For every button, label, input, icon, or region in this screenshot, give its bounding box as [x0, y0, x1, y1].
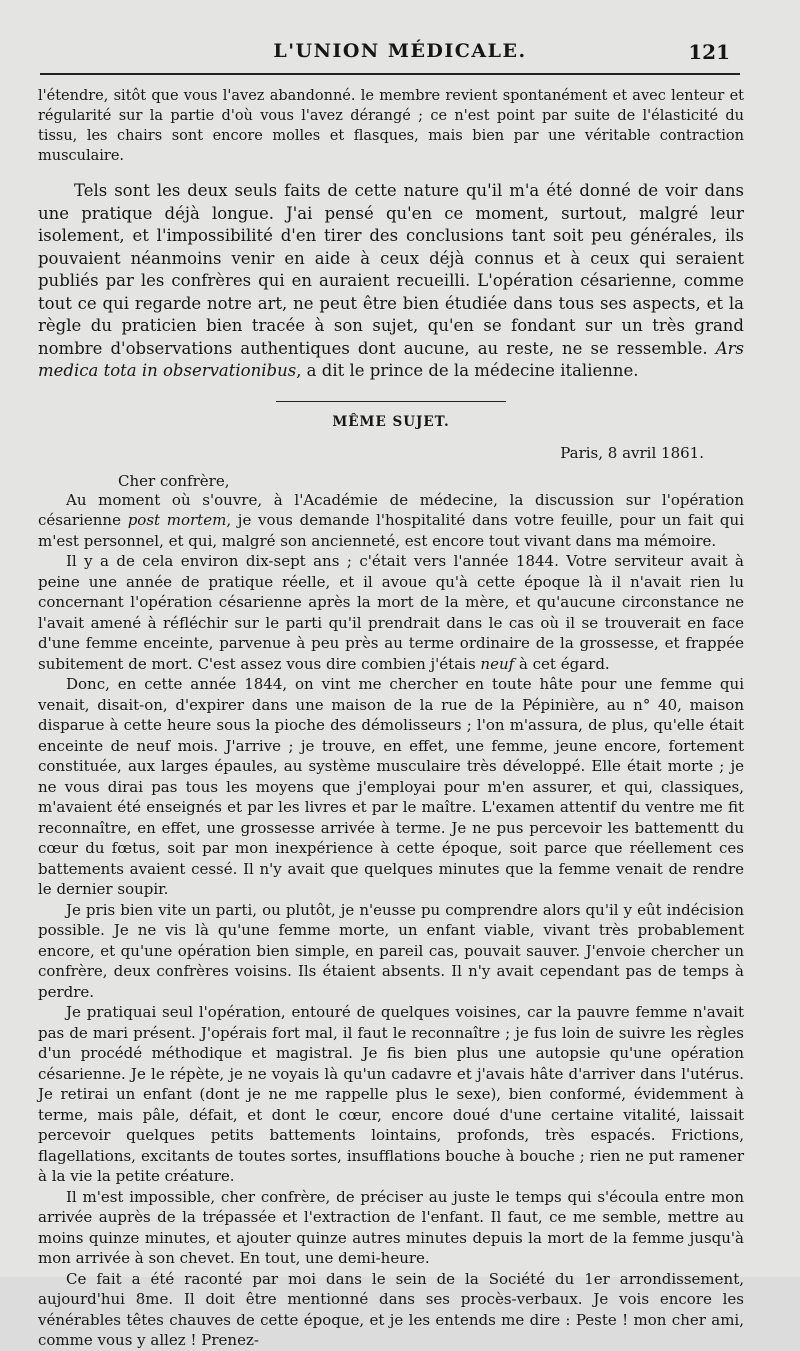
page-header: [0, 40, 800, 70]
letter-paragraph-6: Il m'est impossible, cher confrère, de préciser au juste le temps qui s'écoula entre mon arrivée auprès de la trépassée et l'extraction de l'enfant. Il faut, ce me semble, mettre au moins quinze minutes, et ajouter quinze autres minutes depuis la mort de la femme jusqu'à mon arrivée à son chevet. En tout, une demi-heure.: [38, 1187, 744, 1267]
conclusion-text: Tels sont les deux seuls faits de cette nature qu'il m'a été donné de voir dans une pratique déjà longue. J'ai pensé qu'en ce moment, surtout, malgré leur isolement, et l'impossibilité d'en tirer des conclusions tant soit peu générales, ils pouvaient néanmoins venir en aide à ceux déjà connus et à ceux qui seraient publiés par les confrères qui en auraient recueilli. L'opération césarienne, comme tout ce qui regarde notre art, ne peut être bien étudiée dans tous ses aspects, et la règle du praticien bien tracée à son sujet, qu'en se fondant sur un très grand nombre d'observations authentiques dont aucune, au reste, ne se ressemble.: [38, 181, 744, 358]
letter-salutation: Cher confrère,: [118, 471, 230, 490]
conclusion-paragraph: [38, 180, 744, 383]
letter-p2-a: Il y a de cela environ dix-sept ans ; c'était vers l'année 1844. Votre serviteur avait à peine une année de pratique réelle, et il avoue qu'à cette époque là il n'avait rien lu concernant l'opération césarienne après la mort de la mère, et qu'aucune circonstance ne l'avait amené à réfléchir sur le parti qu'il prendrait dans le cas où il se trouverait en face d'une femme enceinte, parvenue à peu près au terme ordinaire de la grossesse, et frappée subitement de mort. C'est assez vous dire combien j'étais: [38, 552, 744, 673]
section-title: MÊME SUJET.: [332, 413, 450, 430]
section-separator: [276, 401, 506, 402]
letter-date: Paris, 8 avril 1861.: [560, 443, 704, 462]
letter-p1-a: Au moment où s'ouvre, à l'Académie de médecine, la discussion sur l'opération césarienne: [38, 490, 744, 529]
letter-p1-b: , je vous demande l'hospitalité dans votre feuille, pour un fait qui m'est personnel, et qui, malgré son ancienneté, est encore tout vivant dans ma mémoire.: [38, 511, 744, 550]
conclusion-end: , a dit le prince de la médecine italienne.: [296, 361, 639, 380]
letter-paragraph-2: [38, 551, 744, 674]
letter-p1-italic: post mortem: [127, 511, 227, 529]
letter-paragraph-1: [38, 490, 744, 552]
intro-paragraph: l'étendre, sitôt que vous l'avez abandonné. le membre revient spontanément et avec lenteur et régularité sur la partie d'où vous l'avez dérangé ; ce n'est point par suite de l'élasticité du tissu, les chairs sont encore molles et flasques, mais bien par une véritable contraction musculaire.: [38, 88, 744, 164]
journal-title: L'UNION MÉDICALE.: [273, 40, 527, 62]
article-body: [38, 86, 744, 1351]
header-rule: [40, 73, 740, 75]
letter-paragraph-7: Ce fait a été raconté par moi dans le sein de la Société du 1er arrondissement, aujourd'hui 8me. Il doit être mentionné dans ses procès-verbaux. Je vois encore les vénérables têtes chauves de cette époque, et je les entends me dire : Peste ! mon cher ami, comme vous y allez ! Prenez-: [38, 1269, 744, 1349]
page-number: 121: [688, 40, 730, 64]
letter-p2-b: à cet égard.: [514, 654, 610, 673]
letter-paragraph-3: Donc, en cette année 1844, on vint me chercher en toute hâte pour une femme qui venait, disait-on, d'expirer dans une maison de la rue de la Pépinière, au n° 40, maison disparue à cette heure sous la pioche des démolisseurs ; l'on m'assura, de plus, qu'elle était enceinte de neuf mois. J'arrive ; je trouve, en effet, une femme, jeune encore, fortement constituée, aux larges épaules, au système musculaire très développé. Elle était morte ; je ne vous dirai pas tous les moyens que j'employai pour m'en assurer, et qui, classiques, m'avaient été enseignés et par les livres et par le maître. L'examen attentif du ventre me fit reconnaître, en effet, une grossesse arrivée à terme. Je ne pus percevoir les battementt du cœur du fœtus, soit par mon inexpérience à cette époque, soit parce que réellement ces battements avaient cessé. Il n'y avait que quelques minutes que la femme venait de rendre le dernier soupir.: [38, 675, 744, 898]
letter-paragraph-4: Je pris bien vite un parti, ou plutôt, je n'eusse pu comprendre alors qu'il y eût indécision possible. Je ne vis là qu'une femme morte, un enfant viable, vivant très probablement encore, et qu'une opération bien simple, en pareil cas, pouvait sauver. J'envoie chercher un confrère, deux confrères voisins. Ils étaient absents. Il n'y avait cependant pas de temps à perdre.: [38, 900, 744, 1001]
letter-paragraph-5: Je pratiquai seul l'opération, entouré de quelques voisines, car la pauvre femme n'avait pas de mari présent. J'opérais fort mal, il faut le reconnaître ; je fus loin de suivre les règles d'un procédé méthodique et magistral. Je fis bien plus une autopsie qu'une opération césarienne. Je le répète, je ne voyais là qu'un cadavre et j'avais hâte d'arriver dans l'utérus. Je retirai un enfant (dont je ne me rappelle plus le sexe), bien conformé, évidemment à terme, mais pâle, défait, et dont le cœur, encore doué d'une certaine vitalité, laissait percevoir quelques petits battements lointains, profonds, très espacés. Frictions, flagellations, excitants de toutes sortes, insufflations bouche à bouche ; rien ne put ramener à la vie la petite créature.: [38, 1003, 744, 1185]
latin-quote: Ars medica tota in observationibus: [38, 338, 744, 380]
letter-p2-italic: neuf: [480, 654, 515, 673]
